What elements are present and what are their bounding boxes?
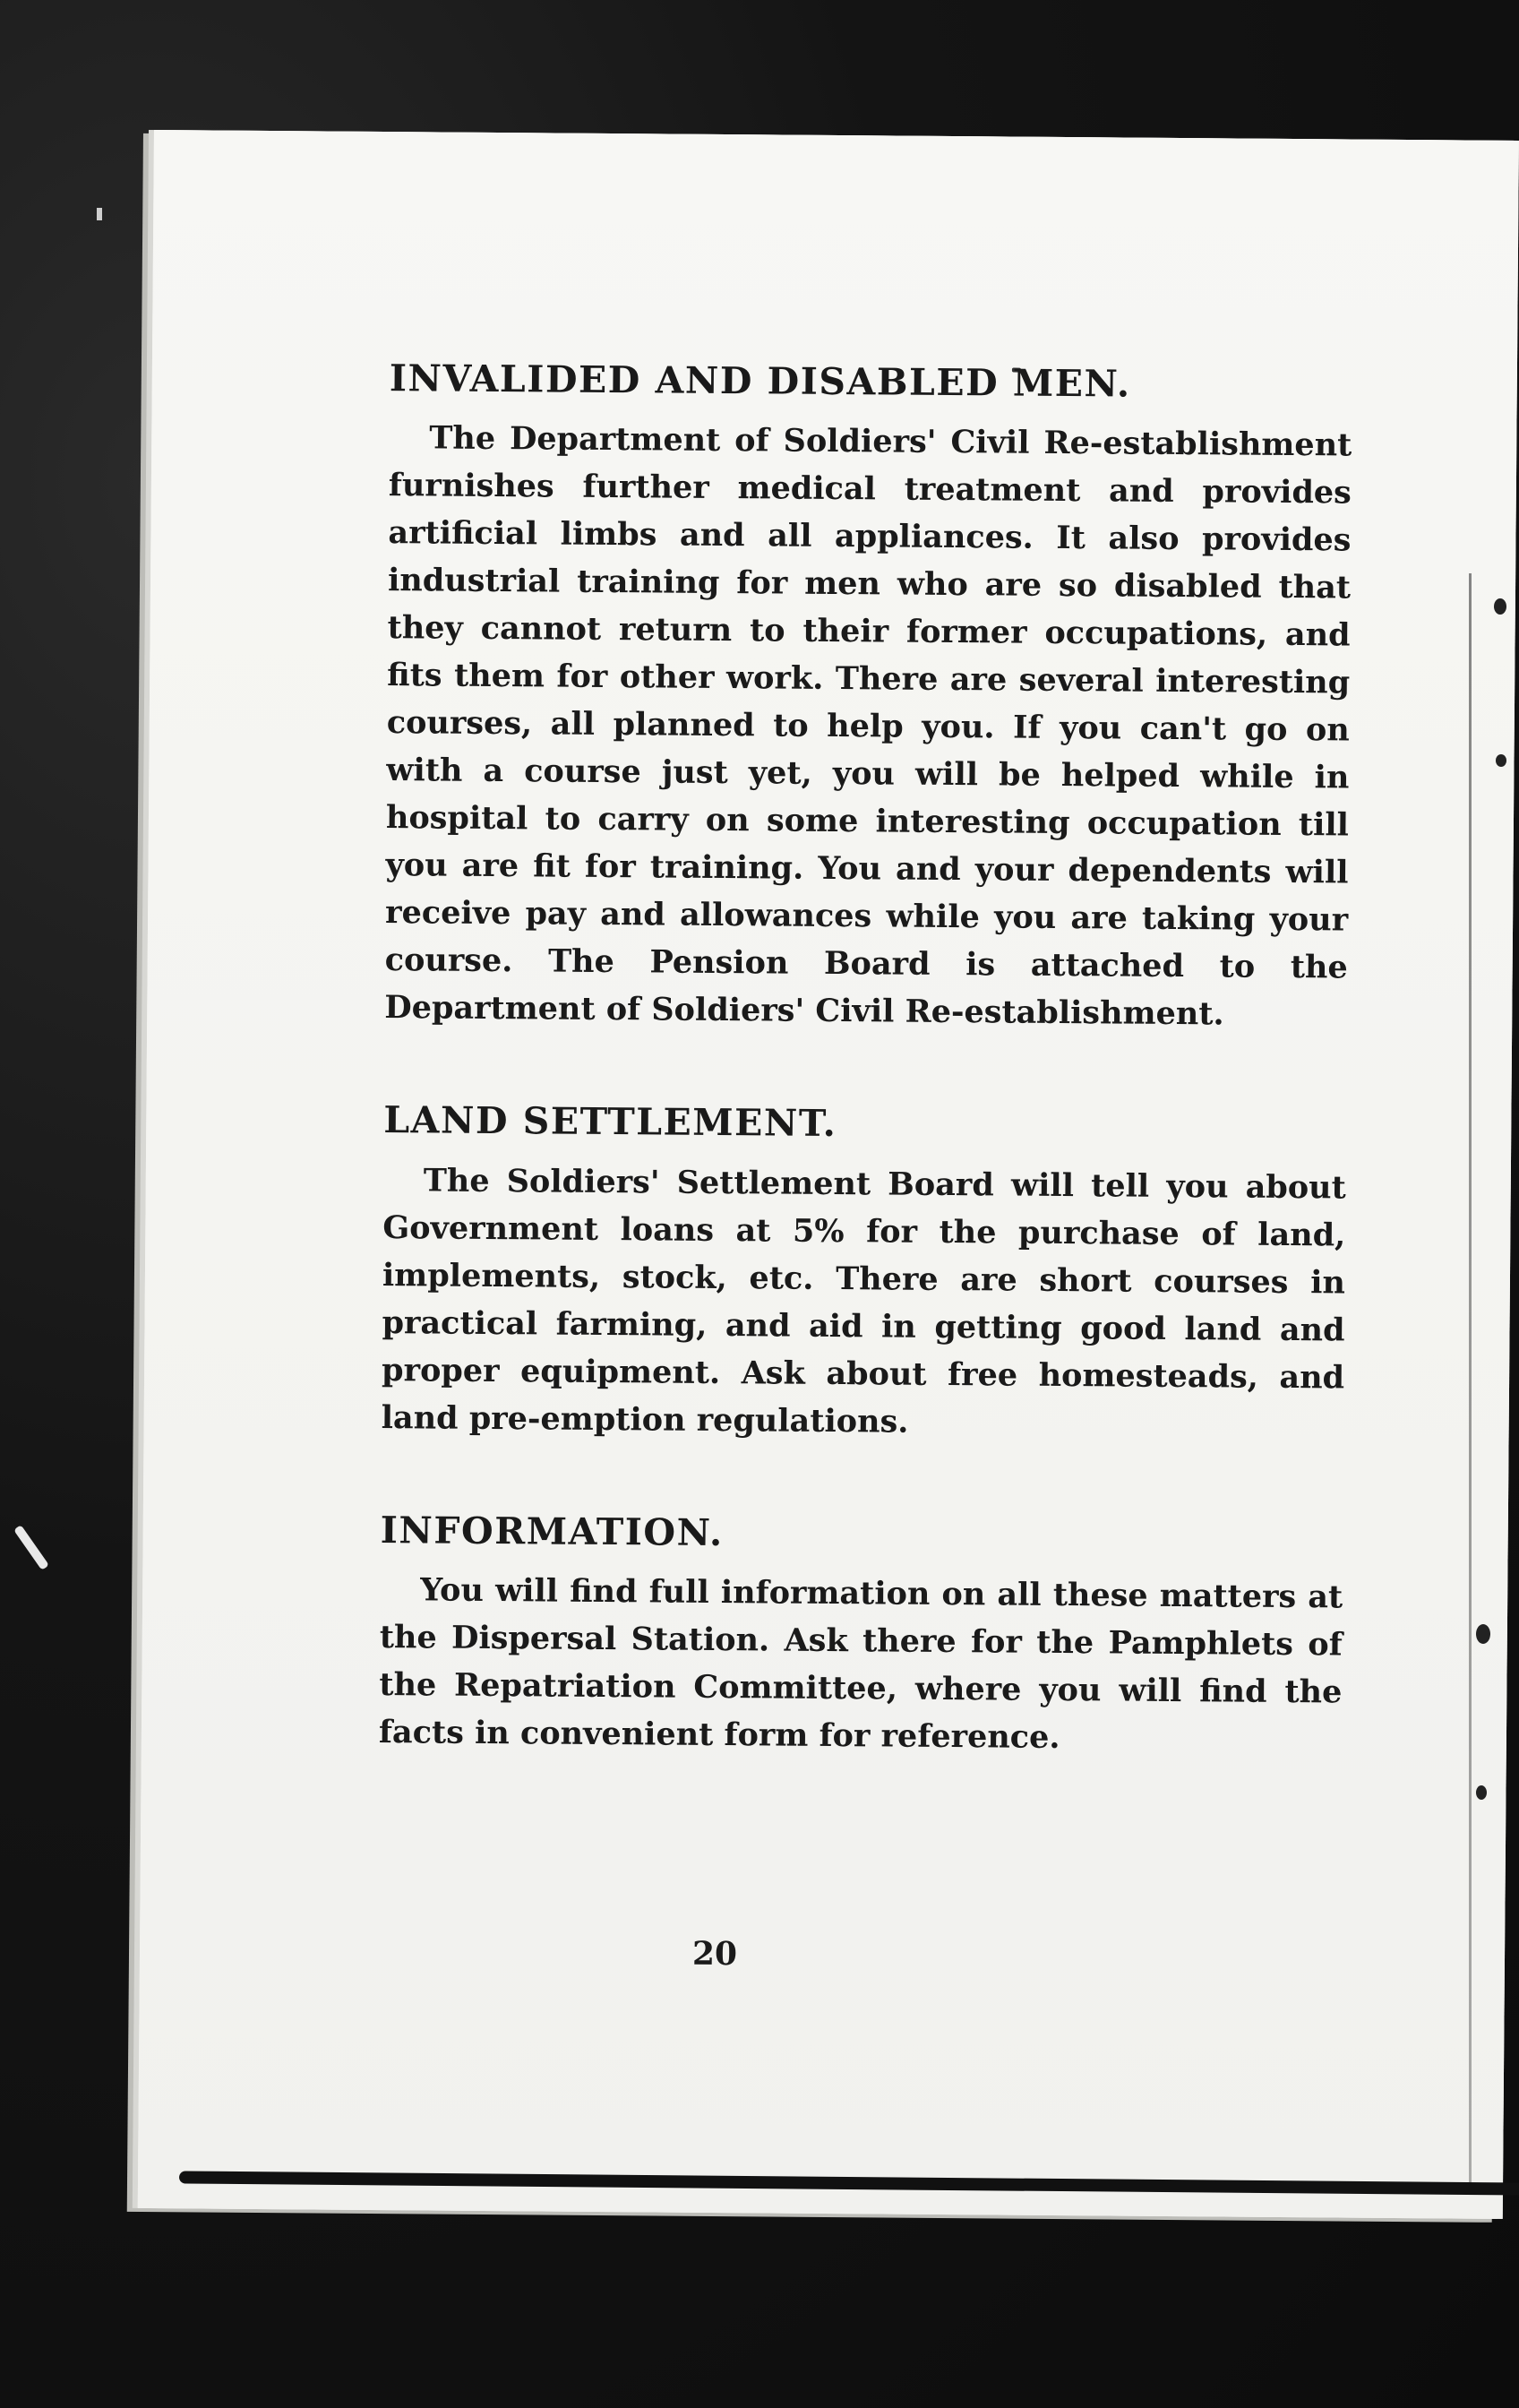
page-number: 20 bbox=[691, 1934, 738, 1974]
scan-artifact bbox=[1496, 754, 1506, 767]
scan-artifact bbox=[97, 208, 102, 220]
scan-artifact bbox=[1494, 598, 1506, 615]
section-information bbox=[379, 1508, 1343, 1764]
section-paragraph: The Soldiers' Settlement Board will tell you about Government loans at 5% for the purchase of land, implements, stock, etc. There are short courses in practical farming, and aid in getting good land and proper equipment. Ask about free homesteads, and land pre-emption regulations. bbox=[381, 1161, 1346, 1440]
section-heading: INVALIDED AND DISABLED MEN. bbox=[389, 357, 1131, 406]
section-paragraph: The Department of Soldiers' Civil Re-establishment furnishes further medical treatment and provides artificial limbs and all appliances. It also provides industrial training for men who are so disabled that they cannot return to their former occupations, and fits them for other work. There are several interesting courses, all planned to help you. If you can't go on with a course just yet, you will be helped while in hospital to carry on some interesting occupation till you are fit for training. You and your dependents will receive pay and allowances while you are taking your course. The Pension Board is attached to the Department of Soldiers' Civil Re-establishment. bbox=[384, 419, 1352, 1033]
section-land-settlement bbox=[382, 1097, 1347, 1449]
section-invalided-disabled bbox=[384, 356, 1352, 1039]
section-paragraph: You will find full information on all these matters at the Dispersal Station. Ask there for the Pamphlets of the Repatriation Committee, where you will find the facts in convenient form for reference. bbox=[378, 1571, 1343, 1756]
page-body bbox=[378, 356, 1352, 1829]
scan-artifact bbox=[1476, 1624, 1490, 1644]
scan-artifact bbox=[1476, 1785, 1487, 1800]
section-heading: INFORMATION. bbox=[380, 1508, 724, 1554]
section-heading: LAND SETTLEMENT. bbox=[383, 1098, 837, 1146]
page-edge-line bbox=[1469, 573, 1472, 2186]
document-page bbox=[138, 130, 1519, 2219]
